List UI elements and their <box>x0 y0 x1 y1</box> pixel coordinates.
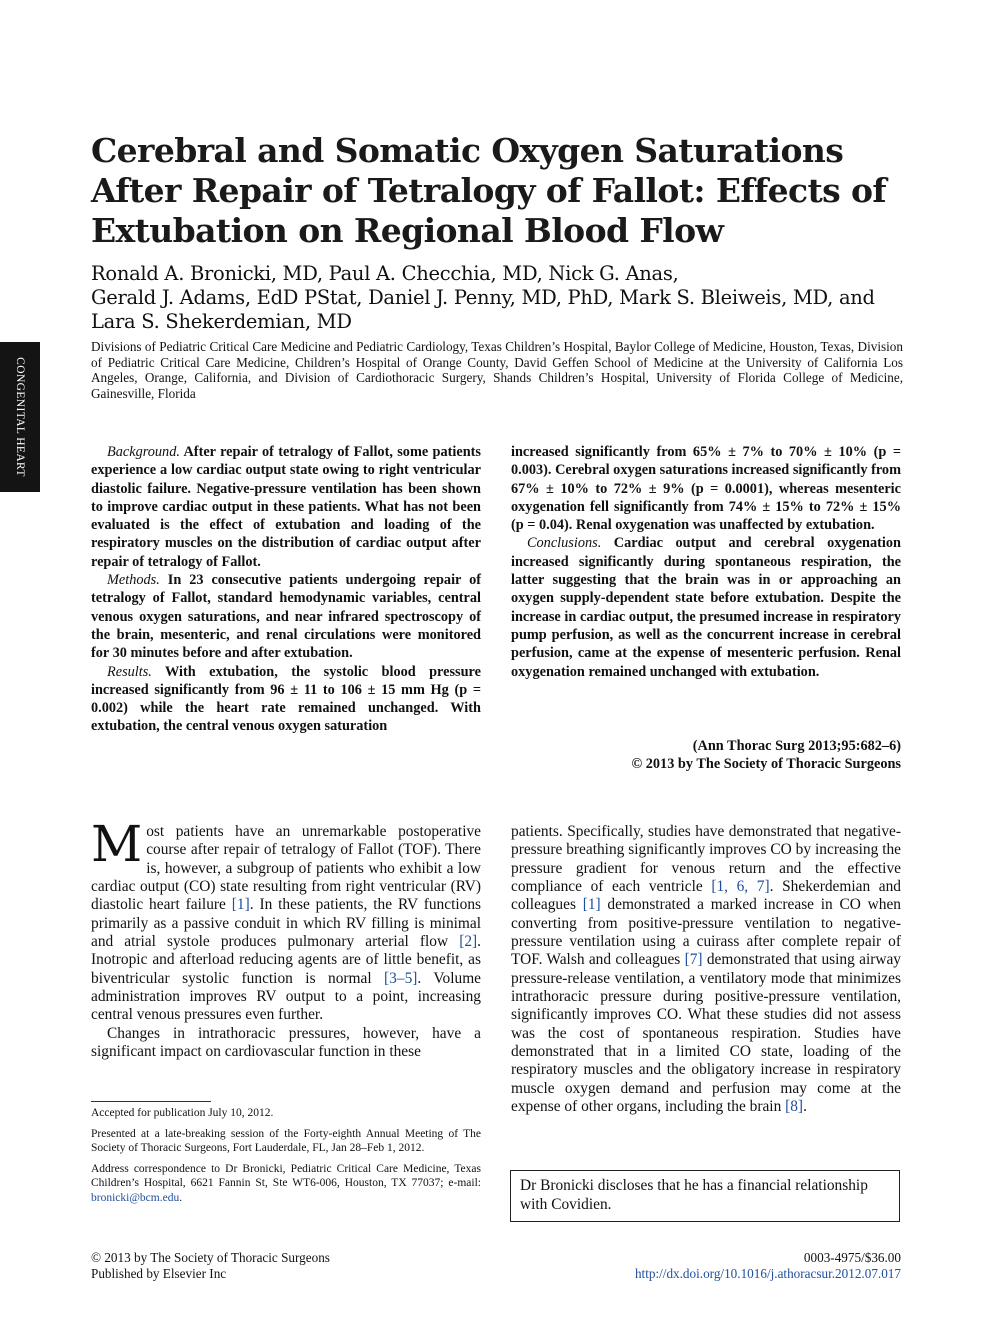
body-text: ost patients have an unremarkable postoperative course after repair of tetralogy of Fallot (TOF). There is, however, a subgroup of patients who exhibit a low cardiac output (CO) state resulting from right ventricular (RV) diastolic heart failure <box>91 823 481 914</box>
abstract-results <box>91 663 481 736</box>
footer-copyright: © 2013 by The Society of Thoracic Surgeons <box>91 1250 330 1265</box>
abstract-results-continued: increased significantly from 65% ± 7% to 70% ± 10% (p = 0.003). Cerebral oxygen saturations increased significantly from 67% ± 10% to 72% ± 9% (p = 0.0001), whereas mesenteric oxygenation fell significantly from 74% ± 15% to 72% ± 15% (p = 0.04). Renal oxygenation was unaffected by extubation. <box>511 444 901 534</box>
footnote-address-end: . <box>179 1191 183 1204</box>
abstract-results-text: With extubation, the systolic blood pressure increased significantly from 96 ± 11 to 106 ± 15 mm Hg (p = 0.002) while the heart rate remained unchanged. With extubation, the central venous oxygen saturation <box>91 663 481 735</box>
abstract-copyright: © 2013 by The Society of Thoracic Surgeons <box>631 756 901 773</box>
footer-left <box>91 1250 491 1281</box>
footer-publisher: Published by Elsevier Inc <box>91 1265 227 1281</box>
body-text: demonstrated a marked increase in CO when converting from positive-pressure ventilation to negative-pressure ventilation using a cuirass after complete repair of TOF. Walsh and colleagues <box>511 896 901 969</box>
reference-link[interactable]: [3–5] <box>384 969 418 987</box>
reference-link[interactable]: [8] <box>785 1098 804 1116</box>
abstract-column-left <box>91 443 481 736</box>
disclosure-box: Dr Bronicki discloses that he has a financial relationship with Covidien. <box>510 1170 900 1222</box>
abstract-conclusions-text: Cardiac output and cerebral oxygenation increased significantly during spontaneous respiration, the latter suggesting that the brain was in or approaching an oxygen supply-dependent state before extubation. Despite the increase in cardiac output, the presumed increase in respiratory pump perfusion, as well as the concurrent increase in cerebral perfusion, came at the expense of mesenteric perfusion. Renal oxygenation remained unchanged with extubation. <box>511 535 901 680</box>
abstract-column-right <box>511 443 901 681</box>
footnote-presented: Presented at a late-breaking session of the Forty-eighth Annual Meeting of The Society of Thoracic Surgeons, Fort Lauderdale, FL, Jan 28–Feb 1, 2012. <box>91 1127 481 1155</box>
email-link[interactable]: bronicki@bcm.edu <box>91 1191 180 1204</box>
body-text: . <box>803 1098 807 1116</box>
author-line-1: Ronald A. Bronicki, MD, Paul A. Checchia, MD, Nick G. Anas, <box>91 262 679 285</box>
article-title: Cerebral and Somatic Oxygen Saturations After Repair of Tetralogy of Fallot: Effects of Extubation on Regional Blood Flow <box>91 131 887 250</box>
reference-link[interactable]: [7] <box>684 951 703 969</box>
abstract-methods <box>91 571 481 662</box>
reference-link[interactable]: [1] <box>231 896 250 914</box>
drop-cap: M <box>91 815 143 873</box>
citation-block <box>511 737 901 774</box>
footnote-accepted: Accepted for publication July 10, 2012. <box>91 1107 274 1119</box>
body-text: demonstrated that using airway pressure-release ventilation, a ventilatory mode that minimizes intrathoracic pressure during positive-pressure ventilation, significantly improves CO. What these studies did not assess was the cost of spontaneous respiration. Studies have demonstrated that in a limited CO state, loading of the respiratory muscles and the obligatory increase in respiratory muscle oxygen demand and perfusion may come at the expense of other organs, including the brain <box>511 951 901 1116</box>
abstract-background-head: Background. <box>107 444 180 460</box>
journal-citation: (Ann Thorac Surg 2013;95:682–6) <box>692 738 901 754</box>
reference-link[interactable]: [1] <box>582 896 601 914</box>
affiliations: Divisions of Pediatric Critical Care Medicine and Pediatric Cardiology, Texas Children’s Hospital, Baylor College of Medicine, Houston, Texas, Division of Pediatric Critical Care Medicine, Children’s Hospital of Orange County, David Geffen School of Medicine at the University of California Los Angeles, Orange, California, and Division of Cardiothoracic Surgery, Shands Children’s Hospital, University of Florida College of Medicine, Gainesville, Florida <box>91 339 903 401</box>
section-side-tab-label: CONGENITAL HEART <box>14 357 26 477</box>
section-side-tab <box>0 342 40 492</box>
body-column-right <box>511 823 901 1117</box>
footnote-address-text: Address correspondence to Dr Bronicki, Pediatric Critical Care Medicine, Texas Children’s Hospital, 6621 Fannin St, Ste WT6-006, Houston, TX 77037; e-mail: <box>91 1162 481 1190</box>
body-text: . Inotropic and afterload reducing agents are of little benefit, as biventricular systolic function is normal <box>91 933 481 987</box>
abstract-methods-text: In 23 consecutive patients undergoing repair of tetralogy of Fallot, standard hemodynamic variables, central venous oxygen saturations, and near infrared spectroscopy of the brain, mesenteric, and renal circulations were monitored for 30 minutes before and after extubation. <box>91 572 481 662</box>
body-paragraph-2: Changes in intrathoracic pressures, however, have a significant impact on cardiovascular function in these <box>91 1024 481 1061</box>
reference-link[interactable]: [1, 6, 7] <box>711 878 770 896</box>
abstract-background-text: After repair of tetralogy of Fallot, some patients experience a low cardiac output state owing to right ventricular diastolic failure. Negative-pressure ventilation has been shown to improve cardiac output in these patients. What has not been evaluated is the effect of extubation and loading of the respiratory muscles on the distribution of cardiac output after repair of tetralogy of Fallot. <box>91 444 481 570</box>
abstract-results-head: Results. <box>107 663 152 680</box>
doi-link[interactable]: http://dx.doi.org/10.1016/j.athoracsur.2012.07.017 <box>634 1265 901 1281</box>
footer-issn: 0003-4975/$36.00 <box>803 1250 901 1265</box>
author-list <box>91 262 911 334</box>
abstract-background <box>91 443 481 571</box>
body-paragraph-1 <box>91 815 482 1025</box>
footnotes <box>91 1106 481 1212</box>
body-text: . Shekerdemian and colleagues <box>511 878 901 914</box>
body-text: patients. Specifically, studies have demonstrated that negative-pressure breathing significantly improves CO by increasing the pressure gradient for venous return and the effective compliance of each ventricle <box>511 823 901 896</box>
body-column-left <box>91 815 482 1061</box>
footnote-divider <box>91 1101 211 1102</box>
abstract-methods-head: Methods. <box>107 572 160 589</box>
body-text: . In these patients, the RV functions primarily as a passive conduit in which RV filling is minimal and atrial systole produces pulmonary arterial flow <box>91 896 482 951</box>
author-line-3: Lara S. Shekerdemian, MD <box>91 310 352 333</box>
footer-right <box>540 1250 901 1281</box>
reference-link[interactable]: [2] <box>459 933 478 951</box>
body-paragraph-2-continued <box>511 823 901 1117</box>
author-line-2: Gerald J. Adams, EdD PStat, Daniel J. Penny, MD, PhD, Mark S. Bleiweis, MD, and <box>91 286 875 309</box>
abstract-conclusions <box>511 534 901 680</box>
footnote-address <box>91 1162 481 1206</box>
abstract-conclusions-head: Conclusions. <box>527 535 602 552</box>
body-text: . Volume administration improves RV output to a point, increasing central venous pressures even further. <box>91 969 482 1024</box>
